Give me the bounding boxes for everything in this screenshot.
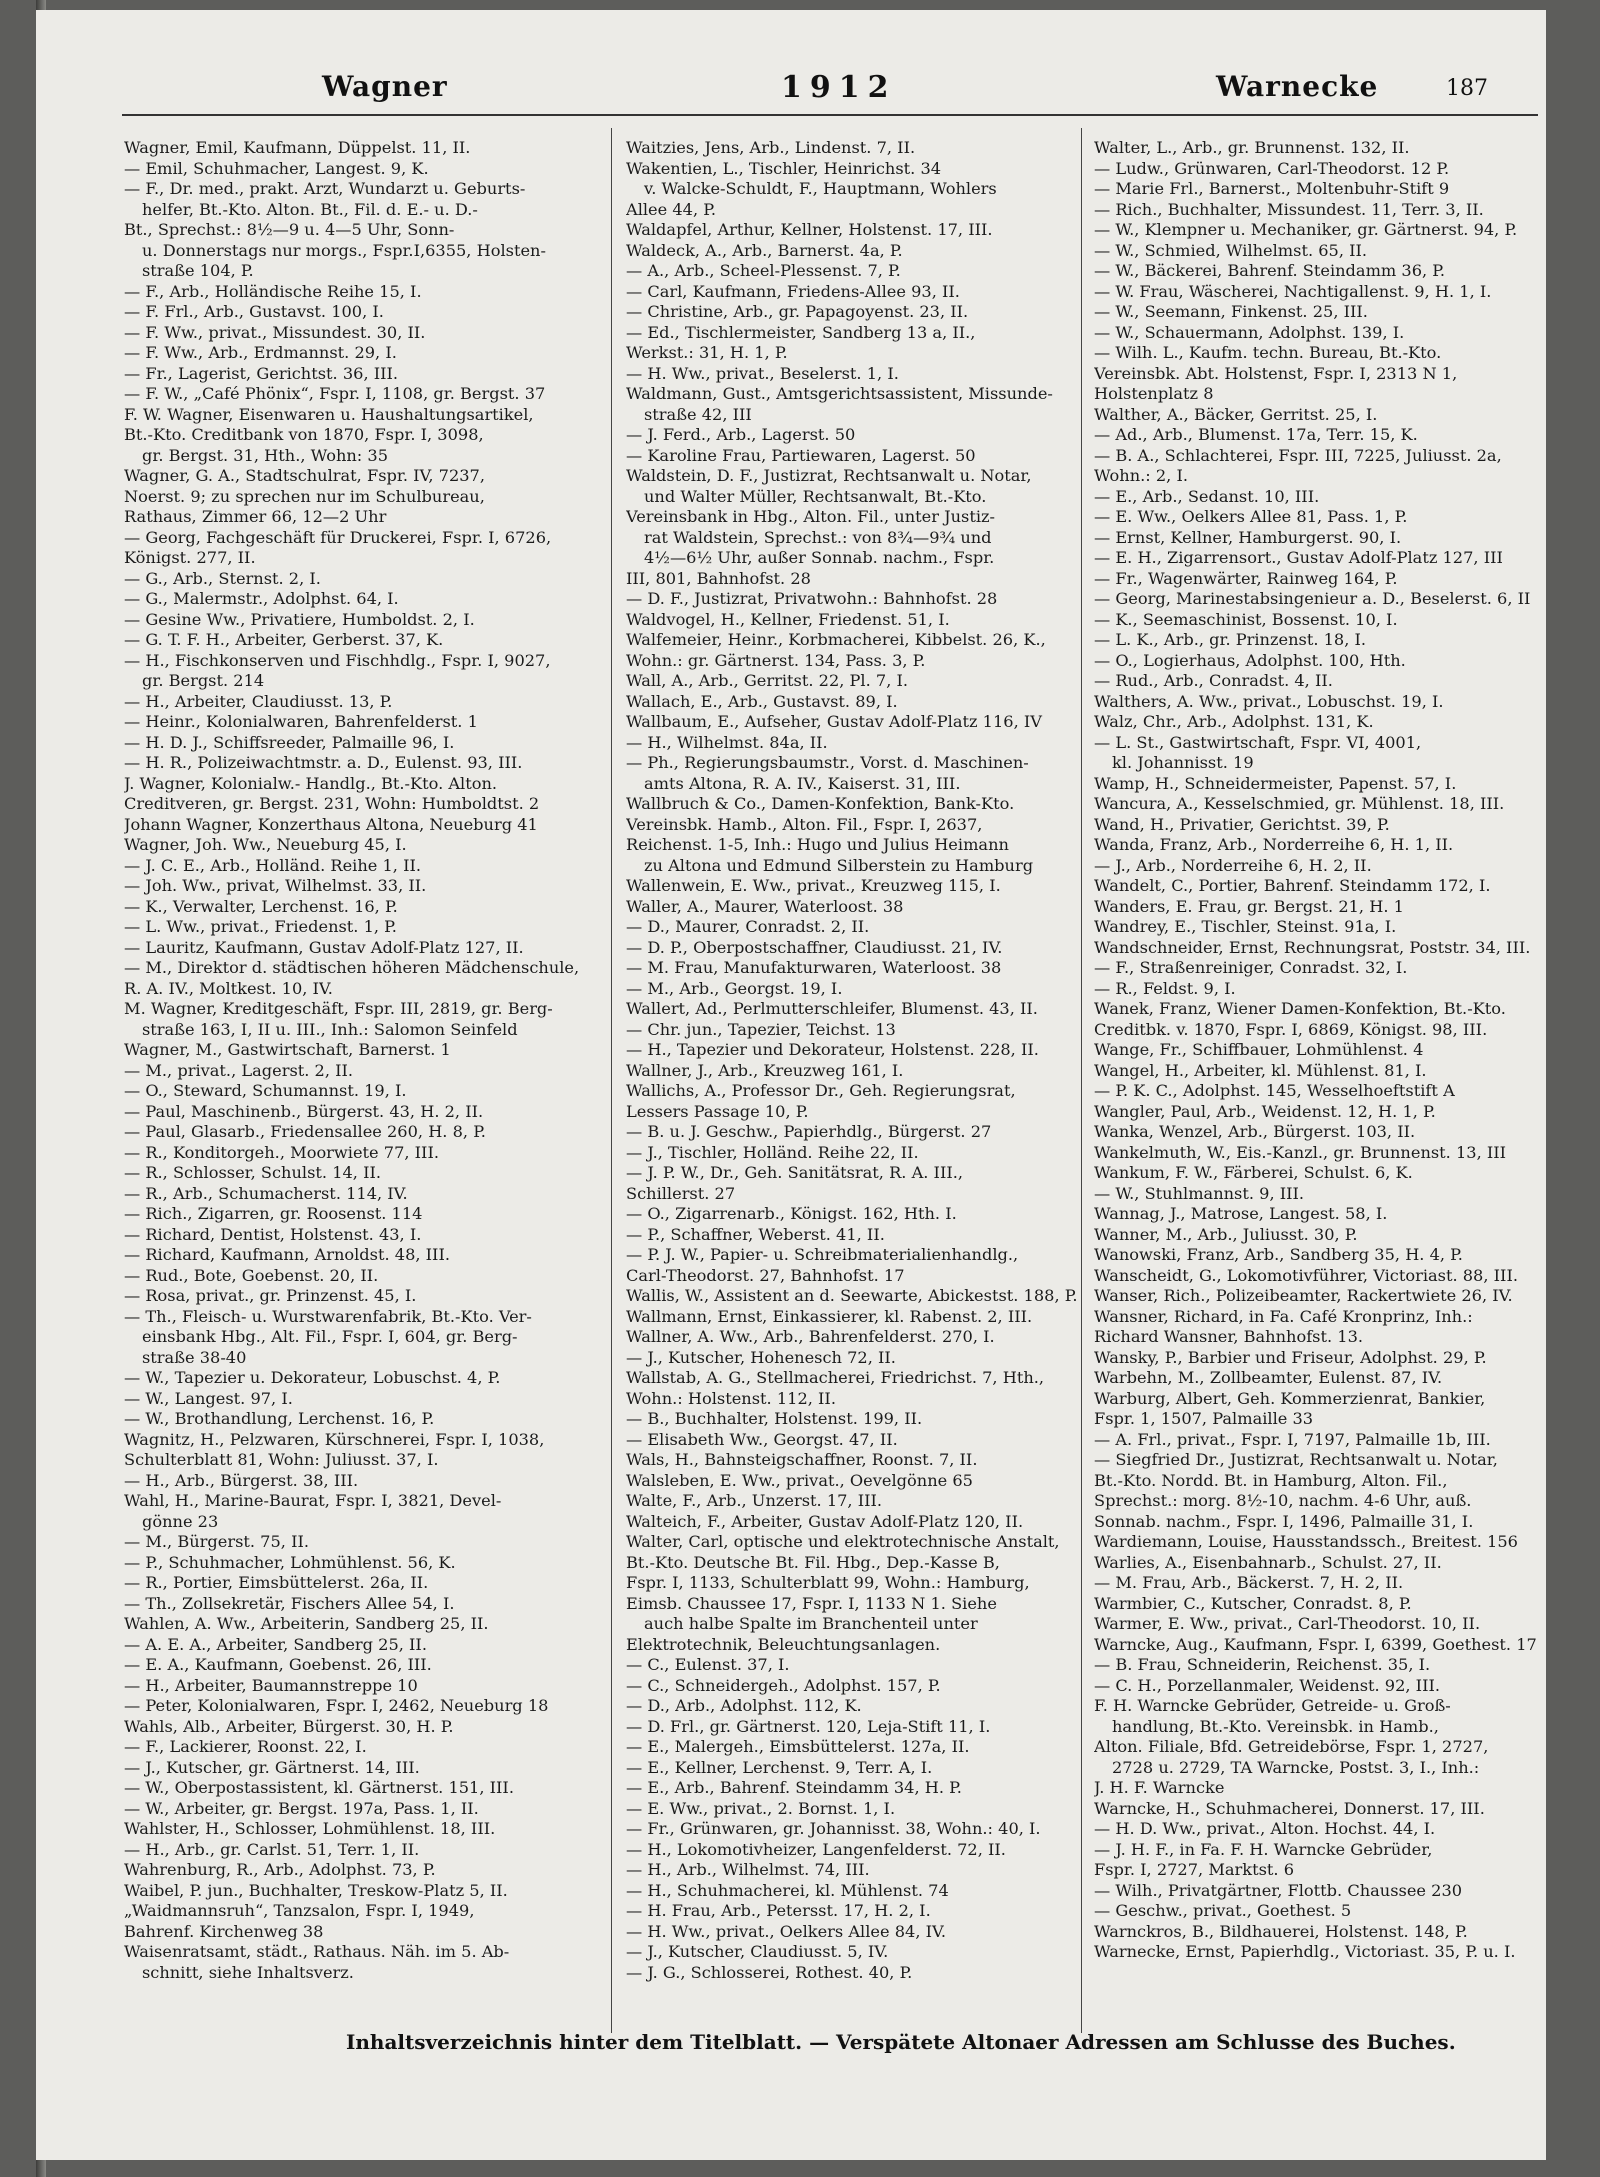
directory-entry-line: — Rud., Arb., Conradst. 4, II. — [1094, 671, 1333, 690]
directory-entry-line: — Peter, Kolonialwaren, Fspr. I, 2462, Neueburg 18 — [124, 1696, 549, 1715]
directory-entry-line: Wohn.: 2, I. — [1094, 466, 1189, 485]
directory-entry-line: — G., Arb., Sternst. 2, I. — [124, 568, 321, 588]
directory-entry-line: Bt., Sprechst.: 8½—9 u. 4—5 Uhr, Sonn- — [124, 220, 455, 239]
directory-entry-line: — Ludw., Grünwaren, Carl-Theodorst. 12 P. — [1094, 158, 1450, 178]
directory-entry-line: Wagner, Joh. Ww., Neueburg 45, I. — [124, 835, 407, 854]
directory-entry-line: M. Wagner, Kreditgeschäft, Fspr. III, 2819, gr. Berg- — [124, 999, 553, 1018]
directory-entry-line: — D. F., Justizrat, Privatwohn.: Bahnhofst. 28 — [626, 589, 998, 608]
directory-entry-line: 2728 u. 2729, TA Warncke, Postst. 3, I., Inh.: — [1112, 1757, 1480, 1777]
column-3 — [1094, 138, 1539, 1963]
directory-entry-line: — R., Schlosser, Schulst. 14, II. — [124, 1163, 382, 1182]
directory-entry-line: — F. Ww., privat., Missundest. 30, II. — [124, 322, 426, 342]
directory-entry-line: — J. G., Schlosserei, Rothest. 40, P. — [626, 1962, 913, 1982]
directory-entry-line: — P. K. C., Adolphst. 145, Wesselhoeftstift A — [1094, 1081, 1455, 1100]
directory-entry-line: Wardiemann, Louise, Hausstandssch., Breitest. 156 — [1094, 1532, 1518, 1551]
directory-entry-line: Wagner, G. A., Stadtschulrat, Fspr. IV, 7237, — [124, 466, 486, 485]
directory-entry-line: auch halbe Spalte im Branchenteil unter — [644, 1614, 978, 1633]
directory-entry-line: — L. K., Arb., gr. Prinzenst. 18, I. — [1094, 630, 1367, 649]
directory-entry-line: Wanders, E. Frau, gr. Bergst. 21, H. 1 — [1094, 896, 1404, 916]
directory-entry-line: — R., Arb., Schumacherst. 114, IV. — [124, 1183, 408, 1203]
directory-entry-line: Wange, Fr., Schiffbauer, Lohmühlenst. 4 — [1094, 1040, 1424, 1059]
column-2 — [626, 138, 1086, 1983]
directory-entry-line: — H., Arbeiter, Claudiusst. 13, P. — [124, 691, 393, 711]
directory-entry-line: — J., Kutscher, Claudiusst. 5, IV. — [626, 1942, 889, 1961]
directory-entry-line: — Wilh. L., Kaufm. techn. Bureau, Bt.-Kto. — [1094, 343, 1442, 362]
directory-entry-line: gönne 23 — [142, 1511, 219, 1531]
directory-entry-line: Waldstein, D. F., Justizrat, Rechtsanwalt u. Notar, — [626, 466, 1032, 485]
directory-entry-line: Wanek, Franz, Wiener Damen-Konfektion, Bt.-Kto. — [1094, 999, 1506, 1018]
directory-entry-line: zu Altona und Edmund Silberstein zu Hamburg — [644, 855, 1034, 875]
directory-entry-line: — Rich., Buchhalter, Missundest. 11, Terr. 3, II. — [1094, 199, 1484, 219]
directory-entry-line: — Karoline Frau, Partiewaren, Lagerst. 50 — [626, 445, 976, 465]
directory-entry-line: — Wilh., Privatgärtner, Flottb. Chaussee 230 — [1094, 1880, 1463, 1900]
directory-entry-line: — G., Malermstr., Adolphst. 64, I. — [124, 589, 399, 608]
directory-entry-line: Waitzies, Jens, Arb., Lindenst. 7, II. — [626, 138, 916, 157]
directory-entry-line: — J., Tischler, Holländ. Reihe 22, II. — [626, 1142, 919, 1162]
directory-entry-line: — Heinr., Kolonialwaren, Bahrenfelderst. 1 — [124, 712, 478, 731]
directory-entry-line: Warmer, E. Ww., privat., Carl-Theodorst. 10, II. — [1094, 1614, 1481, 1633]
running-head-left: Wagner — [322, 70, 448, 103]
directory-entry-line: — Ernst, Kellner, Hamburgerst. 90, I. — [1094, 527, 1402, 547]
directory-entry-line: Wanka, Wenzel, Arb., Bürgerst. 103, II. — [1094, 1122, 1416, 1141]
directory-entry-line: Wallner, J., Arb., Kreuzweg 161, I. — [626, 1060, 904, 1080]
running-head-year: 1912 — [781, 70, 897, 105]
directory-entry-line: Wansner, Richard, in Fa. Café Kronprinz, Inh.: — [1094, 1306, 1473, 1326]
directory-entry-line: Königst. 277, II. — [124, 548, 256, 567]
directory-entry-line: — J., Kutscher, Hohenesch 72, II. — [626, 1347, 896, 1367]
directory-entry-line: Wals, H., Bahnsteigschaffner, Roonst. 7, II. — [626, 1450, 978, 1469]
directory-entry-line: Wankelmuth, W., Eis.-Kanzl., gr. Brunnenst. 13, III — [1094, 1142, 1507, 1162]
directory-entry-line: Warncke, Aug., Kaufmann, Fspr. I, 6399, Goethest. 17 — [1094, 1634, 1537, 1654]
directory-entry-line: — Marie Frl., Barnerst., Moltenbuhr-Stift 9 — [1094, 179, 1450, 198]
directory-entry-line: — P. J. W., Papier- u. Schreibmaterialienhandlg., — [626, 1245, 1019, 1264]
directory-entry-line: — H., Arb., Wilhelmst. 74, III. — [626, 1860, 870, 1879]
directory-entry-line: — D. Frl., gr. Gärtnerst. 120, Leja-Stift 11, I. — [626, 1716, 991, 1736]
directory-entry-line: Wanner, M., Arb., Juliusst. 30, P. — [1094, 1224, 1358, 1244]
directory-entry-line: — E., Kellner, Lerchenst. 9, Terr. A, I. — [626, 1757, 933, 1777]
directory-entry-line: Elektrotechnik, Beleuchtungsanlagen. — [626, 1634, 941, 1654]
directory-entry-line: Wamp, H., Schneidermeister, Papenst. 57, I. — [1094, 773, 1457, 793]
directory-entry-line: — F., Dr. med., prakt. Arzt, Wundarzt u. Geburts- — [124, 179, 526, 198]
directory-entry-line: Wanser, Rich., Polizeibeamter, Rackertwiete 26, IV. — [1094, 1286, 1513, 1305]
directory-entry-line: Carl-Theodorst. 27, Bahnhofst. 17 — [626, 1265, 905, 1285]
directory-entry-line: Lessers Passage 10, P. — [626, 1101, 809, 1121]
directory-entry-line: Wankum, F. W., Färberei, Schulst. 6, K. — [1094, 1163, 1413, 1182]
directory-entry-line: — E., Arb., Sedanst. 10, III. — [1094, 486, 1320, 506]
directory-entry-line: straße 38-40 — [142, 1347, 247, 1367]
column-divider — [611, 128, 612, 2033]
directory-entry-line: — Paul, Glasarb., Friedensallee 260, H. 8, P. — [124, 1122, 486, 1141]
directory-entry-line: — M., privat., Lagerst. 2, II. — [124, 1060, 354, 1080]
directory-entry-line: Rathaus, Zimmer 66, 12—2 Uhr — [124, 507, 387, 526]
directory-entry-line: — M., Bürgerst. 75, II. — [124, 1532, 310, 1551]
directory-entry-line: Wallbaum, E., Aufseher, Gustav Adolf-Platz 116, IV — [626, 712, 1042, 731]
directory-entry-line: Sonnab. nachm., Fspr. I, 1496, Palmaille 31, I. — [1094, 1511, 1474, 1531]
directory-entry-line: — J. H. F., in Fa. F. H. Warncke Gebrüder, — [1094, 1839, 1433, 1859]
directory-entry-line: Wand, H., Privatier, Gerichtst. 39, P. — [1094, 814, 1390, 834]
directory-entry-line: Vereinsbank in Hbg., Alton. Fil., unter Justiz- — [626, 507, 996, 526]
directory-entry-line: F. H. Warncke Gebrüder, Getreide- u. Groß- — [1094, 1696, 1451, 1715]
directory-entry-line: Warncke, H., Schuhmacherei, Donnerst. 17, III. — [1094, 1798, 1485, 1818]
directory-entry-line: Wangel, H., Arbeiter, kl. Mühlenst. 81, I. — [1094, 1060, 1427, 1080]
directory-entry-line: — H., Fischkonserven und Fischhdlg., Fspr. I, 9027, — [124, 650, 551, 670]
directory-entry-line: Noerst. 9; zu sprechen nur im Schulbureau, — [124, 486, 485, 506]
directory-entry-line: — B. u. J. Geschw., Papierhdlg., Bürgerst. 27 — [626, 1122, 992, 1141]
directory-entry-line: — Georg, Fachgeschäft für Druckerei, Fspr. I, 6726, — [124, 527, 552, 547]
directory-entry-line: — B. A., Schlachterei, Fspr. III, 7225, Juliusst. 2a, — [1094, 445, 1502, 465]
directory-entry-line: — F., Straßenreiniger, Conradst. 32, I. — [1094, 958, 1408, 977]
directory-entry-line: — E. A., Kaufmann, Goebenst. 26, III. — [124, 1655, 432, 1674]
directory-entry-line: — C. H., Porzellanmaler, Weidenst. 92, III. — [1094, 1675, 1441, 1695]
directory-entry-line: Werkst.: 31, H. 1, P. — [626, 343, 788, 362]
directory-entry-line: Walter, Carl, optische und elektrotechnische Anstalt, — [626, 1532, 1060, 1551]
directory-entry-line: — L. Ww., privat., Friedenst. 1, P. — [124, 917, 397, 936]
directory-entry-line: Waldeck, A., Arb., Barnerst. 4a, P. — [626, 240, 903, 260]
directory-entry-line: — Gesine Ww., Privatiere, Humboldst. 2, I. — [124, 609, 475, 629]
directory-entry-line: Wallach, E., Arb., Gustavst. 89, I. — [626, 691, 898, 711]
directory-entry-line: F. W. Wagner, Eisenwaren u. Haushaltungsartikel, — [124, 404, 534, 424]
directory-entry-line: — B. Frau, Schneiderin, Reichenst. 35, I. — [1094, 1655, 1431, 1674]
directory-entry-line: Wagner, M., Gastwirtschaft, Barnerst. 1 — [124, 1040, 451, 1059]
directory-entry-line: — Elisabeth Ww., Georgst. 47, II. — [626, 1429, 898, 1449]
directory-entry-line: — H. Ww., privat., Beselerst. 1, I. — [626, 363, 899, 383]
directory-entry-line: — P., Schaffner, Weberst. 41, II. — [626, 1224, 885, 1244]
directory-entry-line: Waldmann, Gust., Amtsgerichtsassistent, Missunde- — [626, 384, 1053, 403]
directory-entry-line: Wahlen, A. Ww., Arbeiterin, Sandberg 25, II. — [124, 1614, 489, 1633]
directory-entry-line: Walthers, A. Ww., privat., Lobuschst. 19, I. — [1094, 691, 1444, 711]
directory-entry-line: u. Donnerstags nur morgs., Fspr.I,6355, Holsten- — [142, 240, 546, 260]
directory-entry-line: Wanowski, Franz, Arb., Sandberg 35, H. 4, P. — [1094, 1245, 1463, 1264]
directory-entry-line: — H. Frau, Arb., Petersst. 17, H. 2, I. — [626, 1901, 931, 1920]
directory-entry-line: — H., Lokomotivheizer, Langenfelderst. 72, II. — [626, 1839, 1006, 1859]
directory-entry-line: Wannag, J., Matrose, Langest. 58, I. — [1094, 1204, 1388, 1223]
directory-entry-line: — W., Schauermann, Adolphst. 139, I. — [1094, 322, 1405, 342]
directory-entry-line: Wallstab, A. G., Stellmacherei, Friedrichst. 7, Hth., — [626, 1368, 1045, 1387]
directory-entry-line: — Th., Fleisch- u. Wurstwarenfabrik, Bt.-Kto. Ver- — [124, 1306, 532, 1326]
directory-entry-line: Richard Wansner, Bahnhofst. 13. — [1094, 1327, 1364, 1346]
directory-entry-line: — J., Kutscher, gr. Gärtnerst. 14, III. — [124, 1757, 420, 1777]
directory-entry-line: — W., Klempner u. Mechaniker, gr. Gärtnerst. 94, P. — [1094, 220, 1518, 239]
directory-entry-line: Walz, Chr., Arb., Adolphst. 131, K. — [1094, 712, 1374, 731]
directory-entry-line: Waibel, P. jun., Buchhalter, Treskow-Platz 5, II. — [124, 1880, 508, 1900]
directory-entry-line: Reichenst. 1-5, Inh.: Hugo und Julius Heimann — [626, 835, 1009, 854]
directory-entry-line: Warburg, Albert, Geh. Kommerzienrat, Bankier, — [1094, 1388, 1486, 1408]
directory-entry-line: — E. Ww., Oelkers Allee 81, Pass. 1, P. — [1094, 507, 1408, 526]
directory-entry-line: — Ed., Tischlermeister, Sandberg 13 a, II., — [626, 322, 976, 342]
directory-entry-line: — L. St., Gastwirtschaft, Fspr. VI, 4001, — [1094, 732, 1422, 752]
directory-entry-line: III, 801, Bahnhofst. 28 — [626, 568, 811, 588]
directory-entry-line: handlung, Bt.-Kto. Vereinsbk. in Hamb., — [1112, 1716, 1439, 1736]
directory-entry-line: — M., Arb., Georgst. 19, I. — [626, 978, 843, 998]
directory-entry-line: — R., Feldst. 9, I. — [1094, 978, 1236, 998]
directory-entry-line: Eimsb. Chaussee 17, Fspr. I, 1133 N 1. Siehe — [626, 1593, 997, 1613]
directory-entry-line: Sprechst.: morg. 8½-10, nachm. 4-6 Uhr, auß. — [1094, 1491, 1472, 1510]
directory-entry-line: — P., Schuhmacher, Lohmühlenst. 56, K. — [124, 1552, 456, 1572]
directory-entry-line: — A. E. A., Arbeiter, Sandberg 25, II. — [124, 1634, 427, 1654]
directory-entry-line: Wallert, Ad., Perlmutterschleifer, Blumenst. 43, II. — [626, 999, 1038, 1018]
directory-entry-line: — Ph., Regierungsbaumstr., Vorst. d. Maschinen- — [626, 753, 1029, 772]
directory-entry-line: — J., Arb., Norderreihe 6, H. 2, II. — [1094, 855, 1372, 875]
directory-entry-line: Wahlster, H., Schlosser, Lohmühlenst. 18, III. — [124, 1819, 496, 1838]
directory-entry-line: Warbehn, M., Zollbeamter, Eulenst. 87, IV. — [1094, 1368, 1443, 1387]
directory-entry-line: straße 42, III — [644, 404, 752, 424]
directory-entry-line: Wallmann, Ernst, Einkassierer, kl. Rabenst. 2, III. — [626, 1306, 1033, 1326]
directory-entry-line: — Carl, Kaufmann, Friedens-Allee 93, II. — [626, 281, 960, 301]
directory-entry-line: — H., Wilhelmst. 84a, II. — [626, 732, 828, 752]
directory-entry-line: Schillerst. 27 — [626, 1183, 736, 1203]
directory-entry-line: amts Altona, R. A. IV., Kaiserst. 31, III. — [644, 773, 961, 793]
directory-entry-line: — M. Frau, Manufakturwaren, Waterloost. 38 — [626, 958, 1002, 977]
directory-entry-line: Wahls, Alb., Arbeiter, Bürgerst. 30, H. P. — [124, 1716, 454, 1736]
directory-entry-line: Fspr. I, 1133, Schulterblatt 99, Wohn.: Hamburg, — [626, 1573, 1030, 1592]
directory-entry-line: — D. P., Oberpostschaffner, Claudiusst. 21, IV. — [626, 937, 1003, 957]
directory-entry-line: Walther, A., Bäcker, Gerritst. 25, I. — [1094, 404, 1378, 424]
directory-entry-line: Bahrenf. Kirchenweg 38 — [124, 1921, 324, 1941]
directory-entry-line: — Joh. Ww., privat, Wilhelmst. 33, II. — [124, 876, 427, 895]
directory-entry-line: Wandelt, C., Portier, Bahrenf. Steindamm 172, I. — [1094, 876, 1491, 895]
directory-entry-line: — H. D. Ww., privat., Alton. Hochst. 44, I. — [1094, 1819, 1436, 1838]
directory-entry-line: — R., Portier, Eimsbüttelerst. 26a, II. — [124, 1573, 429, 1592]
directory-entry-line: helfer, Bt.-Kto. Alton. Bt., Fil. d. E.- u. D.- — [142, 199, 478, 219]
directory-entry-line: Bt.-Kto. Nordd. Bt. in Hamburg, Alton. Fil., — [1094, 1470, 1448, 1490]
directory-entry-line: Wakentien, L., Tischler, Heinrichst. 34 — [626, 158, 942, 178]
directory-entry-line: — Rich., Zigarren, gr. Roosenst. 114 — [124, 1204, 423, 1223]
directory-entry-line: Creditbk. v. 1870, Fspr. I, 6869, Königst. 98, III. — [1094, 1019, 1488, 1039]
directory-entry-line: Wangler, Paul, Arb., Weidenst. 12, H. 1, P. — [1094, 1101, 1436, 1121]
directory-entry-line: Wall, A., Arb., Gerritst. 22, Pl. 7, I. — [626, 671, 909, 690]
directory-entry-line: — W. Frau, Wäscherei, Nachtigallenst. 9, H. 1, I. — [1094, 281, 1492, 301]
directory-entry-line: — H., Arb., Bürgerst. 38, III. — [124, 1470, 359, 1490]
directory-entry-line: Wallenwein, E. Ww., privat., Kreuzweg 115, I. — [626, 876, 1001, 895]
directory-entry-line: Bt.-Kto. Creditbank von 1870, Fspr. I, 3098, — [124, 425, 484, 444]
directory-entry-line: — W., Tapezier u. Dekorateur, Lobuschst. 4, P. — [124, 1368, 501, 1387]
directory-entry-line: Wagner, Emil, Kaufmann, Düppelst. 11, II. — [124, 138, 471, 157]
directory-entry-line: — W., Arbeiter, gr. Bergst. 197a, Pass. 1, II. — [124, 1798, 479, 1818]
directory-entry-line: — H. Ww., privat., Oelkers Allee 84, IV. — [626, 1921, 947, 1941]
directory-entry-line: Wancura, A., Kesselschmied, gr. Mühlenst. 18, III. — [1094, 794, 1505, 813]
directory-entry-line: Fspr. I, 2727, Marktst. 6 — [1094, 1860, 1295, 1879]
directory-entry-line: — F., Arb., Holländische Reihe 15, I. — [124, 281, 422, 301]
directory-entry-line: Walteich, F., Arbeiter, Gustav Adolf-Platz 120, II. — [626, 1511, 1024, 1531]
directory-entry-line: — J. Ferd., Arb., Lagerst. 50 — [626, 425, 856, 444]
directory-entry-line: einsbank Hbg., Alt. Fil., Fspr. I, 604, gr. Berg- — [142, 1327, 518, 1346]
directory-entry-line: — Fr., Lagerist, Gerichtst. 36, III. — [124, 363, 399, 383]
directory-entry-line: 4½—6½ Uhr, außer Sonnab. nachm., Fspr. — [644, 548, 995, 567]
directory-entry-line: Wallichs, A., Professor Dr., Geh. Regierungsrat, — [626, 1081, 1016, 1100]
directory-entry-line: Bt.-Kto. Deutsche Bt. Fil. Hbg., Dep.-Kasse B, — [626, 1552, 1000, 1572]
directory-entry-line: — R., Konditorgeh., Moorwiete 77, III. — [124, 1142, 439, 1162]
directory-entry-line: — H., Arbeiter, Baumannstreppe 10 — [124, 1675, 418, 1695]
running-head-right: Warnecke — [1216, 70, 1379, 103]
directory-entry-line: — J. C. E., Arb., Holländ. Reihe 1, II. — [124, 855, 422, 875]
directory-entry-line: Vereinsbk. Abt. Holstenst, Fspr. I, 2313 N 1, — [1094, 363, 1458, 383]
directory-entry-line: Waisenratsamt, städt., Rathaus. Näh. im 5. Ab- — [124, 1942, 510, 1961]
directory-entry-line: „Waidmannsruh“, Tanzsalon, Fspr. I, 1949, — [124, 1901, 475, 1920]
directory-entry-line: — F., Lackierer, Roonst. 22, I. — [124, 1737, 367, 1756]
footer-note: Inhaltsverzeichnis hinter dem Titelblatt. — Verspätete Altonaer Adressen am Schlusse des Buches. — [346, 2030, 1456, 2054]
directory-entry-line: Walfemeier, Heinr., Korbmacherei, Kibbelst. 26, K., — [626, 630, 1046, 649]
directory-entry-line: Wahrenburg, R., Arb., Adolphst. 73, P. — [124, 1860, 436, 1879]
directory-entry-line: — E., Arb., Bahrenf. Steindamm 34, H. P. — [626, 1778, 962, 1797]
directory-entry-line: Waldapfel, Arthur, Kellner, Holstenst. 17, III. — [626, 220, 993, 239]
directory-entry-line: — J. P. W., Dr., Geh. Sanitätsrat, R. A. III., — [626, 1163, 964, 1182]
directory-entry-line: — Rud., Bote, Goebenst. 20, II. — [124, 1265, 379, 1285]
directory-entry-line: — F. Frl., Arb., Gustavst. 100, I. — [124, 302, 384, 321]
directory-entry-line: Wansky, P., Barbier und Friseur, Adolphst. 29, P. — [1094, 1347, 1487, 1367]
directory-entry-line: — H. R., Polizeiwachtmstr. a. D., Eulenst. 93, III. — [124, 753, 523, 772]
directory-entry-line: Wandschneider, Ernst, Rechnungsrat, Poststr. 34, III. — [1094, 937, 1531, 957]
directory-entry-line: — W., Langest. 97, I. — [124, 1388, 293, 1408]
directory-entry-line: — Lauritz, Kaufmann, Gustav Adolf-Platz 127, II. — [124, 937, 524, 957]
directory-entry-line: — Emil, Schuhmacher, Langest. 9, K. — [124, 158, 429, 178]
directory-entry-line: — E., Malergeh., Eimsbüttelerst. 127a, II. — [626, 1737, 970, 1756]
directory-entry-line: — Christine, Arb., gr. Papagoyenst. 23, II. — [626, 302, 969, 321]
directory-entry-line: — G. T. F. H., Arbeiter, Gerberst. 37, K. — [124, 630, 444, 649]
header-rule — [122, 114, 1538, 116]
directory-entry-line: Alton. Filiale, Bfd. Getreidebörse, Fspr. 1, 2727, — [1094, 1737, 1489, 1756]
directory-entry-line: Warnckros, B., Bildhauerei, Holstenst. 148, P. — [1094, 1921, 1468, 1941]
directory-entry-line: Warnecke, Ernst, Papierhdlg., Victoriast. 35, P. u. I. — [1094, 1942, 1516, 1961]
directory-entry-line: gr. Bergst. 214 — [142, 671, 265, 690]
page-number: 187 — [1446, 76, 1488, 101]
directory-entry-line: Wahl, H., Marine-Baurat, Fspr. I, 3821, Devel- — [124, 1491, 502, 1510]
directory-entry-line: — Georg, Marinestabsingenieur a. D., Beselerst. 6, II — [1094, 589, 1531, 608]
directory-entry-line: Vereinsbk. Hamb., Alton. Fil., Fspr. I, 2637, — [626, 814, 983, 834]
directory-entry-line: — H., Schuhmacherei, kl. Mühlenst. 74 — [626, 1880, 949, 1900]
directory-entry-line: — B., Buchhalter, Holstenst. 199, II. — [626, 1409, 923, 1428]
directory-entry-line: — W., Seemann, Finkenst. 25, III. — [1094, 302, 1368, 321]
directory-entry-line: Fspr. 1, 1507, Palmaille 33 — [1094, 1409, 1314, 1428]
directory-entry-line: — O., Steward, Schumannst. 19, I. — [124, 1081, 407, 1100]
directory-entry-line: Wagnitz, H., Pelzwaren, Kürschnerei, Fspr. I, 1038, — [124, 1429, 545, 1449]
directory-page — [36, 10, 1546, 2160]
directory-entry-line: — Chr. jun., Tapezier, Teichst. 13 — [626, 1019, 896, 1039]
directory-entry-line: — F. Ww., Arb., Erdmannst. 29, I. — [124, 343, 397, 362]
directory-entry-line: — W., Stuhlmannst. 9, III. — [1094, 1183, 1305, 1203]
directory-entry-line: — Richard, Dentist, Holstenst. 43, I. — [124, 1224, 422, 1244]
directory-entry-line: — W., Schmied, Wilhelmst. 65, II. — [1094, 240, 1368, 260]
directory-entry-line: — M., Direktor d. städtischen höheren Mädchenschule, — [124, 958, 580, 977]
directory-entry-line: — E. H., Zigarrensort., Gustav Adolf-Platz 127, III — [1094, 548, 1503, 567]
directory-entry-line: Allee 44, P. — [626, 199, 716, 219]
directory-entry-line: — Rosa, privat., gr. Prinzenst. 45, I. — [124, 1286, 417, 1305]
directory-entry-line: — Fr., Grünwaren, gr. Johannisst. 38, Wohn.: 40, I. — [626, 1819, 1041, 1838]
directory-entry-line: Waller, A., Maurer, Waterloost. 38 — [626, 896, 904, 916]
directory-entry-line: Holstenplatz 8 — [1094, 384, 1214, 403]
directory-entry-line: — Richard, Kaufmann, Arnoldst. 48, III. — [124, 1245, 450, 1264]
directory-entry-line: Wohn.: Holstenst. 112, II. — [626, 1388, 836, 1408]
directory-entry-line: — Siegfried Dr., Justizrat, Rechtsanwalt u. Notar, — [1094, 1450, 1498, 1469]
directory-entry-line: — C., Schneidergeh., Adolphst. 157, P. — [626, 1675, 941, 1695]
directory-entry-line: — K., Seemaschinist, Bossenst. 10, I. — [1094, 609, 1398, 629]
directory-entry-line: Walte, F., Arb., Unzerst. 17, III. — [626, 1491, 883, 1510]
directory-entry-line: — D., Arb., Adolphst. 112, K. — [626, 1696, 862, 1715]
directory-entry-line: gr. Bergst. 31, Hth., Wohn: 35 — [142, 445, 388, 465]
directory-entry-line: v. Walcke-Schuldt, F., Hauptmann, Wohlers — [644, 179, 997, 198]
directory-entry-line: — W., Oberpostassistent, kl. Gärtnerst. 151, III. — [124, 1778, 514, 1797]
directory-entry-line: — Geschw., privat., Goethest. 5 — [1094, 1901, 1352, 1920]
directory-entry-line: Wohn.: gr. Gärtnerst. 134, Pass. 3, P. — [626, 650, 926, 670]
directory-entry-line: straße 104, P. — [142, 261, 254, 280]
directory-entry-line: R. A. IV., Moltkest. 10, IV. — [124, 978, 333, 998]
directory-entry-line: — C., Eulenst. 37, I. — [626, 1655, 790, 1674]
directory-entry-line: straße 163, I, II u. III., Inh.: Salomon Seinfeld — [142, 1019, 518, 1039]
directory-entry-line: — Ad., Arb., Blumenst. 17a, Terr. 15, K. — [1094, 425, 1418, 444]
directory-entry-line: — M. Frau, Arb., Bäckerst. 7, H. 2, II. — [1094, 1573, 1404, 1592]
directory-entry-line: — Th., Zollsekretär, Fischers Allee 54, I. — [124, 1593, 455, 1613]
directory-entry-line: J. H. F. Warncke — [1094, 1778, 1225, 1797]
directory-entry-line: Wandrey, E., Tischler, Steinst. 91a, I. — [1094, 917, 1397, 936]
directory-entry-line: Wallis, W., Assistent an d. Seewarte, Abickestst. 188, P. — [626, 1286, 1078, 1305]
column-1 — [124, 138, 584, 1983]
directory-entry-line: — H., Arb., gr. Carlst. 51, Terr. 1, II. — [124, 1839, 420, 1859]
directory-entry-line: — H., Tapezier und Dekorateur, Holstenst. 228, II. — [626, 1040, 1039, 1059]
directory-entry-line: — W., Bäckerei, Bahrenf. Steindamm 36, P. — [1094, 261, 1446, 280]
directory-entry-line: Warlies, A., Eisenbahnarb., Schulst. 27, II. — [1094, 1552, 1442, 1572]
directory-entry-line: Wallner, A. Ww., Arb., Bahrenfelderst. 270, I. — [626, 1327, 995, 1346]
directory-entry-line: Wanda, Franz, Arb., Norderreihe 6, H. 1, II. — [1094, 835, 1454, 854]
directory-entry-line: — K., Verwalter, Lerchenst. 16, P. — [124, 896, 398, 916]
directory-entry-line: Walsleben, E. Ww., privat., Oevelgönne 65 — [626, 1470, 973, 1490]
directory-entry-line: — A., Arb., Scheel-Plessenst. 7, P. — [626, 261, 901, 280]
directory-entry-line: Wanscheidt, G., Lokomotivführer, Victoriast. 88, III. — [1094, 1265, 1518, 1285]
directory-entry-line: rat Waldstein, Sprechst.: von 8¾—9¾ und — [644, 527, 992, 547]
directory-entry-line: — F. W., „Café Phönix“, Fspr. I, 1108, gr. Bergst. 37 — [124, 384, 546, 403]
directory-entry-line: — Paul, Maschinenb., Bürgerst. 43, H. 2, II. — [124, 1101, 484, 1121]
directory-entry-line: — W., Brothandlung, Lerchenst. 16, P. — [124, 1409, 435, 1428]
directory-entry-line: Walter, L., Arb., gr. Brunnenst. 132, II. — [1094, 138, 1410, 157]
directory-entry-line: und Walter Müller, Rechtsanwalt, Bt.-Kto. — [644, 486, 987, 506]
directory-entry-line: — H. D. J., Schiffsreeder, Palmaille 96, I. — [124, 732, 455, 752]
directory-entry-line: Schulterblatt 81, Wohn: Juliusst. 37, I. — [124, 1450, 439, 1469]
directory-entry-line: schnitt, siehe Inhaltsverz. — [142, 1962, 354, 1982]
directory-entry-line: Creditveren, gr. Bergst. 231, Wohn: Humboldtst. 2 — [124, 794, 540, 813]
directory-entry-line: kl. Johannisst. 19 — [1112, 753, 1254, 772]
directory-entry-line: — O., Logierhaus, Adolphst. 100, Hth. — [1094, 650, 1406, 670]
directory-entry-line: — D., Maurer, Conradst. 2, II. — [626, 917, 870, 936]
directory-entry-line: Waldvogel, H., Kellner, Friedenst. 51, I. — [626, 609, 950, 629]
directory-entry-line: Warmbier, C., Kutscher, Conradst. 8, P. — [1094, 1593, 1412, 1613]
directory-entry-line: — A. Frl., privat., Fspr. I, 7197, Palmaille 1b, III. — [1094, 1429, 1491, 1449]
directory-entry-line: J. Wagner, Kolonialw.- Handlg., Bt.-Kto. Alton. — [124, 773, 498, 793]
directory-entry-line: Wallbruch & Co., Damen-Konfektion, Bank-Kto. — [626, 794, 1015, 813]
directory-entry-line: — O., Zigarrenarb., Königst. 162, Hth. I. — [626, 1204, 957, 1223]
directory-entry-line: Johann Wagner, Konzerthaus Altona, Neueburg 41 — [124, 814, 538, 834]
directory-entry-line: — E. Ww., privat., 2. Bornst. 1, I. — [626, 1798, 896, 1818]
directory-entry-line: — Fr., Wagenwärter, Rainweg 164, P. — [1094, 568, 1398, 588]
